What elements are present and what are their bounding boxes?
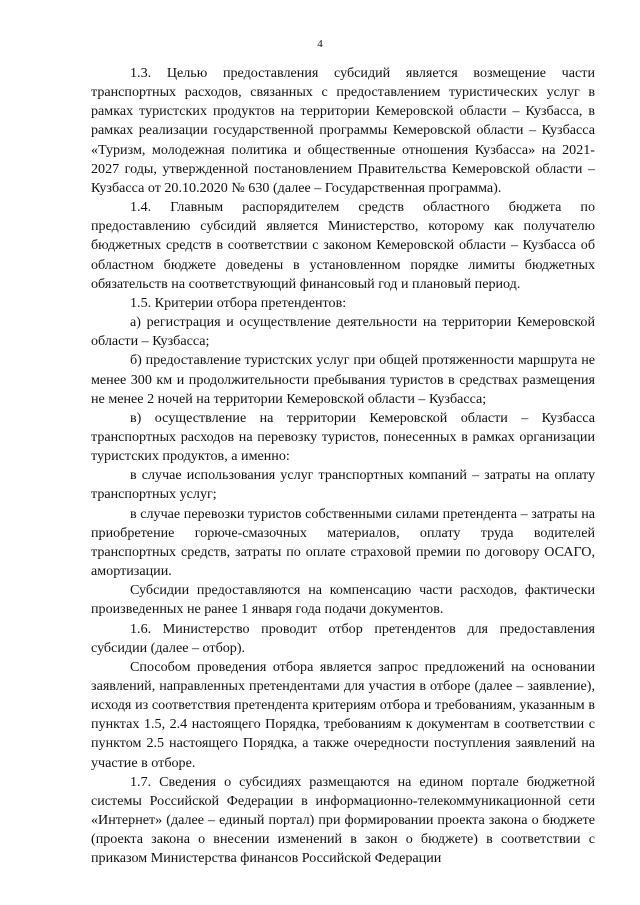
own-transport-paragraph: в случае перевозки туристов собственными силами претендента – затраты на приобретение горюче-смазочных материалов, оплату труда водителей транспортных средств, затраты по оплате страховой премии по договору ОСАГО, амортизации.: [91, 505, 595, 580]
paragraph-1-4-main-manager: 1.4. Главным распорядителем средств областного бюджета по предоставлению субсидий является Министерство, которому как получателю бюджетных средств в соответствии с законом Кемеровской области – Кузбасса об областном бюджете доведены в установленном порядке лимиты бюджетных обязательств на соответствующий финансовый год и плановый период.: [91, 199, 595, 292]
criteria-item-v: в) осуществление на территории Кемеровской области – Кузбасса транспортных расходов на перевозку туристов, понесенных в рамках организации туристских продуктов, а именно:: [91, 409, 595, 465]
paragraph-1-6-selection: 1.6. Министерство проводит отбор претендентов для предоставления субсидии (далее – отбор).: [91, 620, 595, 656]
transport-companies-paragraph: в случае использования услуг транспортных компаний – затраты на оплату транспортных услуг;: [91, 467, 595, 503]
page-number: 4: [317, 38, 323, 50]
paragraph-1-7-portal: 1.7. Сведения о субсидиях размещаются на едином портале бюджетной системы Российской Федерации в информационно-телекоммуникационной сети «Интернет» (далее – единый портал) при формировании проекта закона о бюджете (проекта закона о внесении изменений в закон о бюджете) в соответствии с приказом Министерства финансов Российской Федерации: [91, 773, 595, 867]
criteria-item-b: б) предоставление туристских услуг при общей протяженности маршрута не менее 300 км и продолжительности пребывания туристов в средствах размещения не менее 2 ночей на территории Кемеровской области – Кузбасса;: [91, 352, 595, 407]
subsidy-compensation-paragraph: Субсидии предоставляются на компенсацию части расходов, фактически произведенных не ранее 1 января года подачи документов.: [91, 582, 595, 618]
paragraph-1-5-criteria-heading: 1.5. Критерии отбора претендентов:: [130, 294, 347, 311]
selection-method-paragraph: Способом проведения отбора является запрос предложений на основании заявлений, направленных претендентами для участия в отборе (далее – заявление), исходя из соответствия претендента критериям отбора и требованиям, указанным в пунктах 1.5, 2.4 настоящего Порядка, требованиям к документам в соответствии с пунктом 2.5 настоящего Порядка, а также очередности поступления заявлений на участие в отборе.: [91, 658, 595, 771]
criteria-item-a: а) регистрация и осуществление деятельности на территории Кемеровской области – Кузбасса;: [91, 314, 595, 350]
paragraph-1-3-purpose: 1.3. Целью предоставления субсидий является возмещение части транспортных расходов, связанных с предоставлением туристических услуг в рамках туристских продуктов на территории Кемеровской области – Кузбасса, в рамках реализации государственной программы Кемеровской области – Кузбасса «Туризм, молодежная политика и общественные отношения Кузбасса» на 2021-2027 годы, утвержденной постановлением Правительства Кемеровской области – Кузбасса от 20.10.2020 № 630 (далее – Государственная программа).: [91, 65, 595, 196]
document-body: [91, 64, 595, 869]
